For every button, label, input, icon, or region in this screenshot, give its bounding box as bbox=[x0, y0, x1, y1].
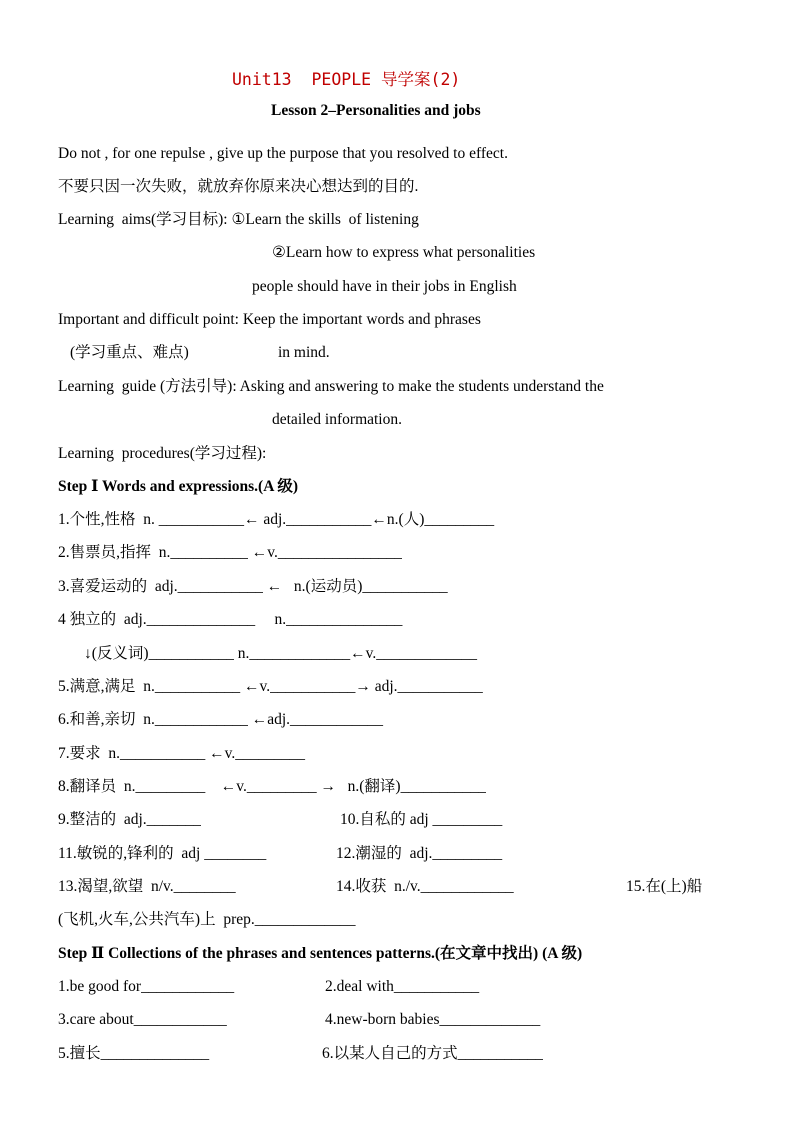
step1-item: 15.在(上)船 bbox=[626, 878, 703, 895]
step1-item: 10.自私的 adj _________ bbox=[340, 811, 503, 828]
step1-item: (飞机,火车,公共汽车)上 prep._____________ bbox=[58, 911, 356, 928]
lesson-subtitle: Lesson 2–Personalities and jobs bbox=[271, 102, 481, 119]
step2-item: 2.deal with___________ bbox=[325, 978, 480, 995]
learning-aims-2: ②Learn how to express what personalities bbox=[272, 244, 536, 261]
step1-item: 4 独立的 adj.______________ n._______________ bbox=[58, 611, 403, 628]
step1-item: 12.潮湿的 adj._________ bbox=[336, 845, 503, 862]
step1-heading: Step Ⅰ Words and expressions.(A 级) bbox=[58, 478, 299, 495]
step1-item: 7.要求 n.___________ ←v._________ bbox=[58, 745, 305, 762]
important-points-cn: (学习重点、难点) bbox=[70, 344, 189, 361]
step1-item: 1.个性,性格 n. ___________← adj.___________←n.(人)_________ bbox=[58, 511, 495, 528]
step1-item: ↓(反义词)___________ n._____________←v._____________ bbox=[84, 645, 477, 662]
learning-aims-2b: people should have in their jobs in English bbox=[252, 278, 517, 295]
step1-item: 14.收获 n./v.____________ bbox=[336, 878, 514, 895]
learning-aims: Learning aims(学习目标): ①Learn the skills of listening bbox=[58, 211, 419, 228]
step1-item: 9.整洁的 adj._______ bbox=[58, 811, 201, 828]
step1-item: 3.喜爱运动的 adj.___________ ← n.(运动员)___________ bbox=[58, 578, 448, 595]
step1-item: 6.和善,亲切 n.____________ ←adj.____________ bbox=[58, 711, 384, 728]
step1-item: 2.售票员,指挥 n.__________ ←v.________________ bbox=[58, 544, 402, 561]
quote-english: Do not , for one repulse , give up the purpose that you resolved to effect. bbox=[58, 145, 508, 162]
learning-procedures: Learning procedures(学习过程): bbox=[58, 445, 267, 462]
important-points-2: in mind. bbox=[278, 344, 330, 361]
step2-item: 4.new-born babies_____________ bbox=[325, 1011, 541, 1028]
step2-item: 3.care about____________ bbox=[58, 1011, 227, 1028]
quote-chinese: 不要只因一次失败，就放弃你原来决心想达到的目的. bbox=[58, 178, 419, 195]
step2-item: 5.擅长______________ bbox=[58, 1045, 210, 1062]
step2-heading: Step Ⅱ Collections of the phrases and sentences patterns.(在文章中找出) (A 级) bbox=[58, 945, 583, 962]
step1-item: 8.翻译员 n._________ ←v._________ → n.(翻译)___________ bbox=[58, 778, 486, 795]
step2-item: 6.以某人自己的方式___________ bbox=[322, 1045, 543, 1062]
important-points: Important and difficult point: Keep the important words and phrases bbox=[58, 311, 481, 328]
step1-item: 11.敏锐的,锋利的 adj ________ bbox=[58, 845, 267, 862]
step2-item: 1.be good for____________ bbox=[58, 978, 235, 995]
step1-item: 5.满意,满足 n.___________ ←v.___________→ adj.___________ bbox=[58, 678, 483, 695]
step1-item: 13.渴望,欲望 n/v.________ bbox=[58, 878, 236, 895]
learning-guide-2: detailed information. bbox=[272, 411, 402, 428]
worksheet-title: Unit13 PEOPLE 导学案(2) bbox=[232, 70, 461, 89]
learning-guide: Learning guide (方法引导): Asking and answering to make the students understand the bbox=[58, 378, 604, 395]
